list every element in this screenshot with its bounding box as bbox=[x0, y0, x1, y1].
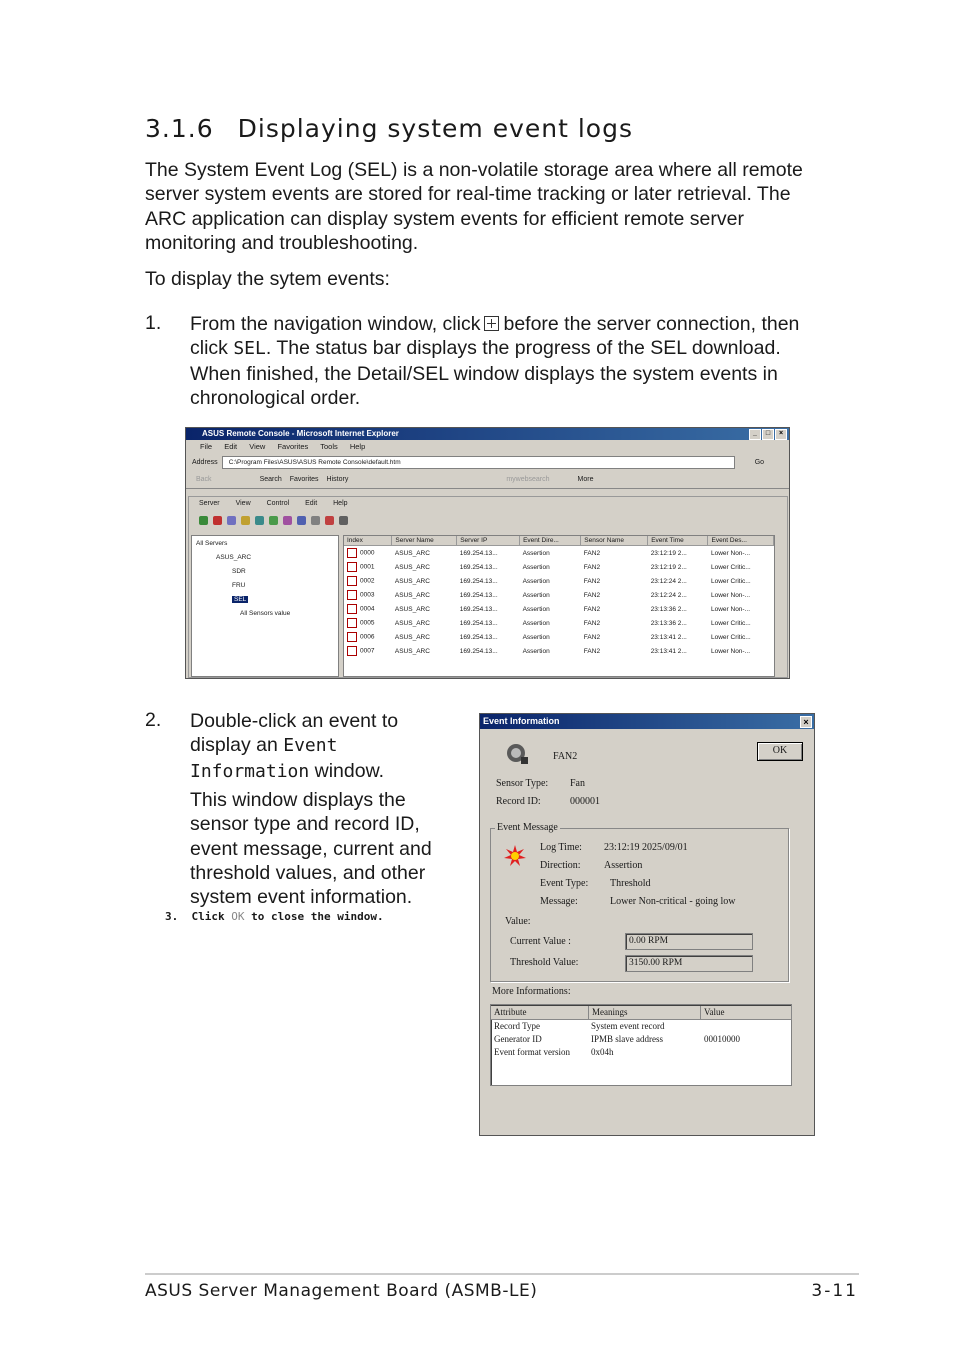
event-row-icon bbox=[347, 646, 357, 656]
table-cell bbox=[708, 546, 774, 561]
event-type-label: Event Type: bbox=[540, 878, 589, 889]
direction-value: Assertion bbox=[604, 860, 643, 871]
cell-text: 23:12:19 2... bbox=[650, 563, 687, 571]
step2-number: 2. bbox=[145, 709, 162, 731]
info-meaning: IPMB slave address bbox=[591, 1034, 663, 1044]
current-value-label: Current Value : bbox=[510, 936, 571, 947]
table-cell bbox=[520, 616, 581, 630]
more-info-label: More Informations: bbox=[492, 986, 571, 997]
info-value: 00010000 bbox=[704, 1034, 740, 1044]
section-number: 3.1.6 bbox=[145, 114, 214, 143]
toolbar-icon[interactable] bbox=[269, 516, 278, 525]
cell-index bbox=[344, 588, 392, 602]
col-attribute[interactable]: Attribute bbox=[491, 1006, 589, 1020]
col-event-direction[interactable]: Event Dire... bbox=[520, 536, 581, 546]
cell-text: 23:12:24 2... bbox=[650, 577, 687, 585]
sel-table bbox=[343, 535, 775, 677]
cell-text: 169.254.13... bbox=[459, 577, 498, 585]
cell-text: FAN2 bbox=[583, 619, 601, 627]
cell-text: Assertion bbox=[522, 605, 550, 613]
event-information-dialog bbox=[479, 713, 815, 1136]
table-cell bbox=[457, 616, 520, 630]
table-cell bbox=[520, 546, 581, 561]
table-cell bbox=[648, 602, 708, 616]
threshold-value-field[interactable]: 3150.00 RPM bbox=[625, 955, 753, 972]
table-cell bbox=[648, 588, 708, 602]
cell-index bbox=[344, 574, 392, 588]
arc-app-pane bbox=[188, 496, 788, 678]
cell-text: Assertion bbox=[522, 647, 550, 655]
menu-favorites[interactable]: Favorites bbox=[277, 442, 309, 451]
table-cell bbox=[457, 644, 520, 658]
event-row-icon bbox=[347, 632, 357, 642]
tree-server[interactable]: ASUS_ARC bbox=[216, 554, 252, 561]
info-attribute: Record Type bbox=[494, 1021, 540, 1031]
table-cell bbox=[457, 602, 520, 616]
footer-title: ASUS Server Management Board (ASMB-LE) bbox=[145, 1281, 538, 1301]
table-cell bbox=[581, 560, 648, 574]
cell-text: Assertion bbox=[522, 549, 550, 557]
cell-text: ASUS_ARC bbox=[394, 633, 430, 641]
cell-text: FAN2 bbox=[583, 591, 601, 599]
table-cell bbox=[392, 546, 457, 561]
app-menu-help[interactable]: Help bbox=[333, 500, 348, 507]
table-cell bbox=[520, 602, 581, 616]
cell-index bbox=[344, 616, 392, 630]
cell-text: Lower Non-... bbox=[710, 549, 751, 557]
cell-text: ASUS_ARC bbox=[394, 647, 430, 655]
cell-text: 23:12:24 2... bbox=[650, 591, 687, 599]
section-title: Displaying system event logs bbox=[237, 114, 633, 143]
ok-button[interactable]: OK bbox=[757, 742, 803, 761]
step3-text-a: Click bbox=[191, 910, 225, 923]
cell-text: 0006 bbox=[360, 633, 375, 641]
toolbar-icon[interactable] bbox=[283, 516, 292, 525]
cell-text: Lower Non-... bbox=[710, 647, 751, 655]
col-server-ip[interactable]: Server IP bbox=[457, 536, 520, 546]
step2-text bbox=[190, 709, 440, 784]
event-row-icon bbox=[347, 604, 357, 614]
table-cell bbox=[648, 560, 708, 574]
cell-text: Lower Critic... bbox=[710, 577, 751, 585]
table-cell bbox=[581, 630, 648, 644]
record-id-value: 000001 bbox=[570, 796, 600, 807]
event-title: Event Information bbox=[483, 716, 560, 726]
cell-text: 23:13:36 2... bbox=[650, 619, 687, 627]
threshold-value-label: Threshold Value: bbox=[510, 957, 579, 968]
ie-title: ASUS Remote Console - Microsoft Internet Explorer bbox=[202, 429, 399, 438]
table-cell bbox=[520, 560, 581, 574]
back-button[interactable]: Back bbox=[196, 475, 212, 483]
tree-sensors[interactable]: All Sensors value bbox=[240, 610, 291, 617]
info-meaning: System event record bbox=[591, 1021, 665, 1031]
event-type-value: Threshold bbox=[610, 878, 651, 889]
warning-burst-icon bbox=[504, 845, 526, 867]
table-cell bbox=[581, 546, 648, 561]
cell-index bbox=[344, 546, 392, 561]
direction-label: Direction: bbox=[540, 860, 581, 871]
col-meanings[interactable]: Meanings bbox=[589, 1006, 701, 1020]
cell-text: FAN2 bbox=[583, 563, 601, 571]
table-cell bbox=[392, 560, 457, 574]
info-attribute: Event format version bbox=[494, 1047, 570, 1057]
toolbar-icon[interactable] bbox=[227, 516, 236, 525]
info-attribute: Generator ID bbox=[494, 1034, 542, 1044]
cell-text: 23:13:41 2... bbox=[650, 647, 687, 655]
mywebsearch-label[interactable]: mywebsearch bbox=[506, 475, 550, 483]
table-cell bbox=[708, 602, 774, 616]
cell-text: Assertion bbox=[522, 577, 550, 585]
table-cell bbox=[457, 546, 520, 561]
event-row-icon bbox=[347, 548, 357, 558]
cell-text: Assertion bbox=[522, 633, 550, 641]
table-cell bbox=[520, 588, 581, 602]
cell-text: 23:13:36 2... bbox=[650, 605, 687, 613]
menu-view[interactable]: View bbox=[249, 442, 266, 451]
tree-fru[interactable]: FRU bbox=[232, 582, 246, 589]
step2-paragraph: This window displays the sensor type and record ID, event message, current and threshold values, and other system event information. bbox=[190, 789, 432, 909]
table-cell bbox=[457, 560, 520, 574]
ie-titlebar bbox=[186, 428, 789, 440]
history-button[interactable]: History bbox=[326, 475, 349, 483]
step1-text-a: From the navigation window, click bbox=[190, 313, 481, 335]
table-cell bbox=[708, 574, 774, 588]
table-cell bbox=[648, 616, 708, 630]
toolbar-icon[interactable] bbox=[213, 516, 222, 525]
menu-edit[interactable]: Edit bbox=[224, 442, 238, 451]
cell-index bbox=[344, 560, 392, 574]
cell-text: 169.254.13... bbox=[459, 619, 498, 627]
step1-number: 1. bbox=[145, 312, 162, 334]
expand-plus-icon bbox=[484, 316, 499, 331]
cell-text: Lower Non-... bbox=[710, 605, 751, 613]
current-value-field[interactable]: 0.00 RPM bbox=[625, 933, 753, 950]
sensor-type-value: Fan bbox=[570, 778, 585, 789]
sel-term: SEL bbox=[233, 338, 266, 360]
step1-text-b: before the server connection, then click bbox=[190, 313, 800, 360]
maximize-icon[interactable]: □ bbox=[762, 429, 774, 440]
col-server-name[interactable]: Server Name bbox=[392, 536, 457, 546]
address-input[interactable]: C:\Program Files\ASUS\ASUS Remote Console\default.htm bbox=[222, 456, 735, 469]
col-value[interactable]: Value bbox=[701, 1006, 792, 1020]
cell-text: 0002 bbox=[360, 577, 375, 585]
table-cell bbox=[457, 588, 520, 602]
table-cell bbox=[708, 630, 774, 644]
cell-index bbox=[344, 644, 392, 658]
col-event-time[interactable]: Event Time bbox=[648, 536, 708, 546]
go-button[interactable]: Go bbox=[754, 458, 765, 466]
footer-divider bbox=[145, 1273, 859, 1275]
search-button[interactable]: Search bbox=[259, 475, 282, 483]
event-row-icon bbox=[347, 590, 357, 600]
table-cell bbox=[520, 644, 581, 658]
table-cell bbox=[648, 630, 708, 644]
toolbar-icon[interactable] bbox=[325, 516, 334, 525]
cell-text: 169.254.13... bbox=[459, 647, 498, 655]
table-cell bbox=[581, 616, 648, 630]
menu-tools[interactable]: Tools bbox=[320, 442, 338, 451]
cell-text: ASUS_ARC bbox=[394, 605, 430, 613]
table-cell bbox=[392, 616, 457, 630]
app-menu-server[interactable]: Server bbox=[199, 500, 220, 507]
cell-text: FAN2 bbox=[583, 577, 601, 585]
cell-text: FAN2 bbox=[583, 605, 601, 613]
message-value: Lower Non-critical - going low bbox=[610, 896, 736, 907]
app-toolbar bbox=[189, 511, 787, 529]
cell-text: 169.254.13... bbox=[459, 591, 498, 599]
ie-menubar bbox=[186, 440, 789, 454]
table-cell bbox=[648, 644, 708, 658]
cell-text: Lower Critic... bbox=[710, 563, 751, 571]
ok-term: OK bbox=[231, 910, 245, 923]
table-row[interactable] bbox=[344, 602, 774, 616]
cell-text: ASUS_ARC bbox=[394, 591, 430, 599]
server-tree bbox=[191, 535, 339, 677]
close-icon[interactable]: × bbox=[775, 429, 787, 440]
cell-text: ASUS_ARC bbox=[394, 577, 430, 585]
table-row[interactable] bbox=[344, 546, 774, 561]
table-cell bbox=[392, 644, 457, 658]
toolbar-icon[interactable] bbox=[297, 516, 306, 525]
tree-all-servers[interactable]: All Servers bbox=[196, 540, 228, 547]
menu-help[interactable]: Help bbox=[349, 442, 366, 451]
toolbar-icon[interactable] bbox=[241, 516, 250, 525]
step3-number: 3. bbox=[165, 910, 179, 923]
cell-text: 169.254.13... bbox=[459, 563, 498, 571]
step1-text-c: . The status bar displays the progress of the SEL download. When finished, the Detail/SEL window displays the system events in chronological order. bbox=[190, 337, 781, 409]
col-event-desc[interactable]: Event Des... bbox=[708, 536, 774, 546]
table-row[interactable] bbox=[344, 574, 774, 588]
sensor-name: FAN2 bbox=[553, 751, 578, 762]
cell-text: 0001 bbox=[360, 563, 375, 571]
table-cell bbox=[581, 574, 648, 588]
tree-sdr[interactable]: SDR bbox=[232, 568, 246, 575]
cell-text: Assertion bbox=[522, 563, 550, 571]
log-time-value: 23:12:19 2025/09/01 bbox=[604, 842, 688, 853]
cell-text: 0004 bbox=[360, 605, 375, 613]
table-row[interactable] bbox=[344, 588, 774, 602]
cell-index bbox=[344, 630, 392, 644]
table-cell bbox=[708, 560, 774, 574]
step2-text-b: window. bbox=[314, 759, 385, 782]
more-info-list[interactable] bbox=[490, 1004, 792, 1086]
table-cell bbox=[520, 630, 581, 644]
table-cell bbox=[392, 630, 457, 644]
table-cell bbox=[457, 630, 520, 644]
cell-text: ASUS_ARC bbox=[394, 619, 430, 627]
event-row-icon bbox=[347, 618, 357, 628]
table-row[interactable] bbox=[344, 630, 774, 644]
message-label: Message: bbox=[540, 896, 578, 907]
step3-text bbox=[165, 910, 384, 923]
table-cell bbox=[457, 574, 520, 588]
minimize-icon[interactable]: _ bbox=[749, 429, 761, 440]
close-icon[interactable]: × bbox=[800, 716, 812, 728]
toolbar-icon[interactable] bbox=[339, 516, 348, 525]
cell-text: 169.254.13... bbox=[459, 605, 498, 613]
cell-text: Assertion bbox=[522, 619, 550, 627]
cell-text: Assertion bbox=[522, 591, 550, 599]
cell-text: 23:12:19 2... bbox=[650, 549, 687, 557]
section-heading bbox=[145, 114, 633, 143]
table-cell bbox=[392, 574, 457, 588]
cell-text: Lower Critic... bbox=[710, 619, 751, 627]
cell-text: ASUS_ARC bbox=[394, 549, 430, 557]
event-message-label: Event Message bbox=[497, 822, 558, 833]
cell-text: FAN2 bbox=[583, 647, 601, 655]
fan-sensor-icon bbox=[504, 740, 530, 766]
more-button[interactable]: More bbox=[577, 475, 594, 483]
app-menu-view[interactable]: View bbox=[235, 500, 251, 507]
cell-text: FAN2 bbox=[583, 549, 601, 557]
col-index[interactable]: Index bbox=[344, 536, 392, 546]
info-meaning: 0x04h bbox=[591, 1047, 614, 1057]
menu-file[interactable]: File bbox=[200, 442, 213, 451]
app-menu-edit[interactable]: Edit bbox=[305, 500, 318, 507]
page-number: 3-11 bbox=[811, 1281, 858, 1301]
table-cell bbox=[708, 588, 774, 602]
step3-text-b: to close the window. bbox=[251, 910, 384, 923]
table-cell bbox=[648, 546, 708, 561]
table-cell bbox=[581, 602, 648, 616]
toolbar-icon[interactable] bbox=[311, 516, 320, 525]
cell-index bbox=[344, 602, 392, 616]
value-label: Value: bbox=[505, 916, 531, 927]
table-row[interactable] bbox=[344, 644, 774, 658]
event-titlebar bbox=[480, 714, 814, 729]
step1-text bbox=[190, 312, 810, 410]
cell-text: 0000 bbox=[360, 549, 375, 557]
toolbar-icon[interactable] bbox=[255, 516, 264, 525]
record-id-label: Record ID: bbox=[496, 796, 541, 807]
event-row-icon bbox=[347, 576, 357, 586]
sensor-type-label: Sensor Type: bbox=[496, 778, 549, 789]
table-cell bbox=[392, 588, 457, 602]
table-cell bbox=[581, 588, 648, 602]
cell-text: ASUS_ARC bbox=[394, 563, 430, 571]
lead-paragraph: To display the sytem events: bbox=[145, 268, 390, 290]
favorites-button[interactable]: Favorites bbox=[289, 475, 319, 483]
table-cell bbox=[708, 644, 774, 658]
cell-text: 23:13:41 2... bbox=[650, 633, 687, 641]
address-bar bbox=[186, 454, 789, 470]
event-information-term: Event Information bbox=[190, 735, 338, 782]
cell-text: 169.254.13... bbox=[459, 633, 498, 641]
cell-text: 169.254.13... bbox=[459, 549, 498, 557]
step2-text-a: Double-click an event to display an bbox=[190, 710, 399, 757]
arc-ie-window bbox=[185, 427, 790, 679]
table-cell bbox=[708, 616, 774, 630]
cell-text: 0007 bbox=[360, 647, 375, 655]
address-label: Address bbox=[192, 458, 218, 466]
table-row[interactable] bbox=[344, 616, 774, 630]
cell-text: Lower Critic... bbox=[710, 633, 751, 641]
table-cell bbox=[648, 574, 708, 588]
table-cell bbox=[581, 644, 648, 658]
cell-text: 0003 bbox=[360, 591, 375, 599]
tree-sel[interactable]: SEL bbox=[234, 596, 247, 603]
table-cell bbox=[392, 602, 457, 616]
table-cell bbox=[520, 574, 581, 588]
table-row[interactable] bbox=[344, 560, 774, 574]
toolbar-icon[interactable] bbox=[199, 516, 208, 525]
intro-paragraph: The System Event Log (SEL) is a non-volatile storage area where all remote server system events are stored for real-time tracking or later retrieval. The ARC application can display system events for efficient remote server monitoring and troubleshooting. bbox=[145, 159, 803, 254]
col-sensor-name[interactable]: Sensor Name bbox=[581, 536, 648, 546]
ie-toolbar bbox=[186, 470, 789, 489]
cell-text: FAN2 bbox=[583, 633, 601, 641]
cell-text: 0005 bbox=[360, 619, 375, 627]
app-menu-control[interactable]: Control bbox=[266, 500, 290, 507]
log-time-label: Log Time: bbox=[540, 842, 582, 853]
cell-text: Lower Non-... bbox=[710, 591, 751, 599]
app-menubar bbox=[189, 497, 787, 511]
event-row-icon bbox=[347, 562, 357, 572]
